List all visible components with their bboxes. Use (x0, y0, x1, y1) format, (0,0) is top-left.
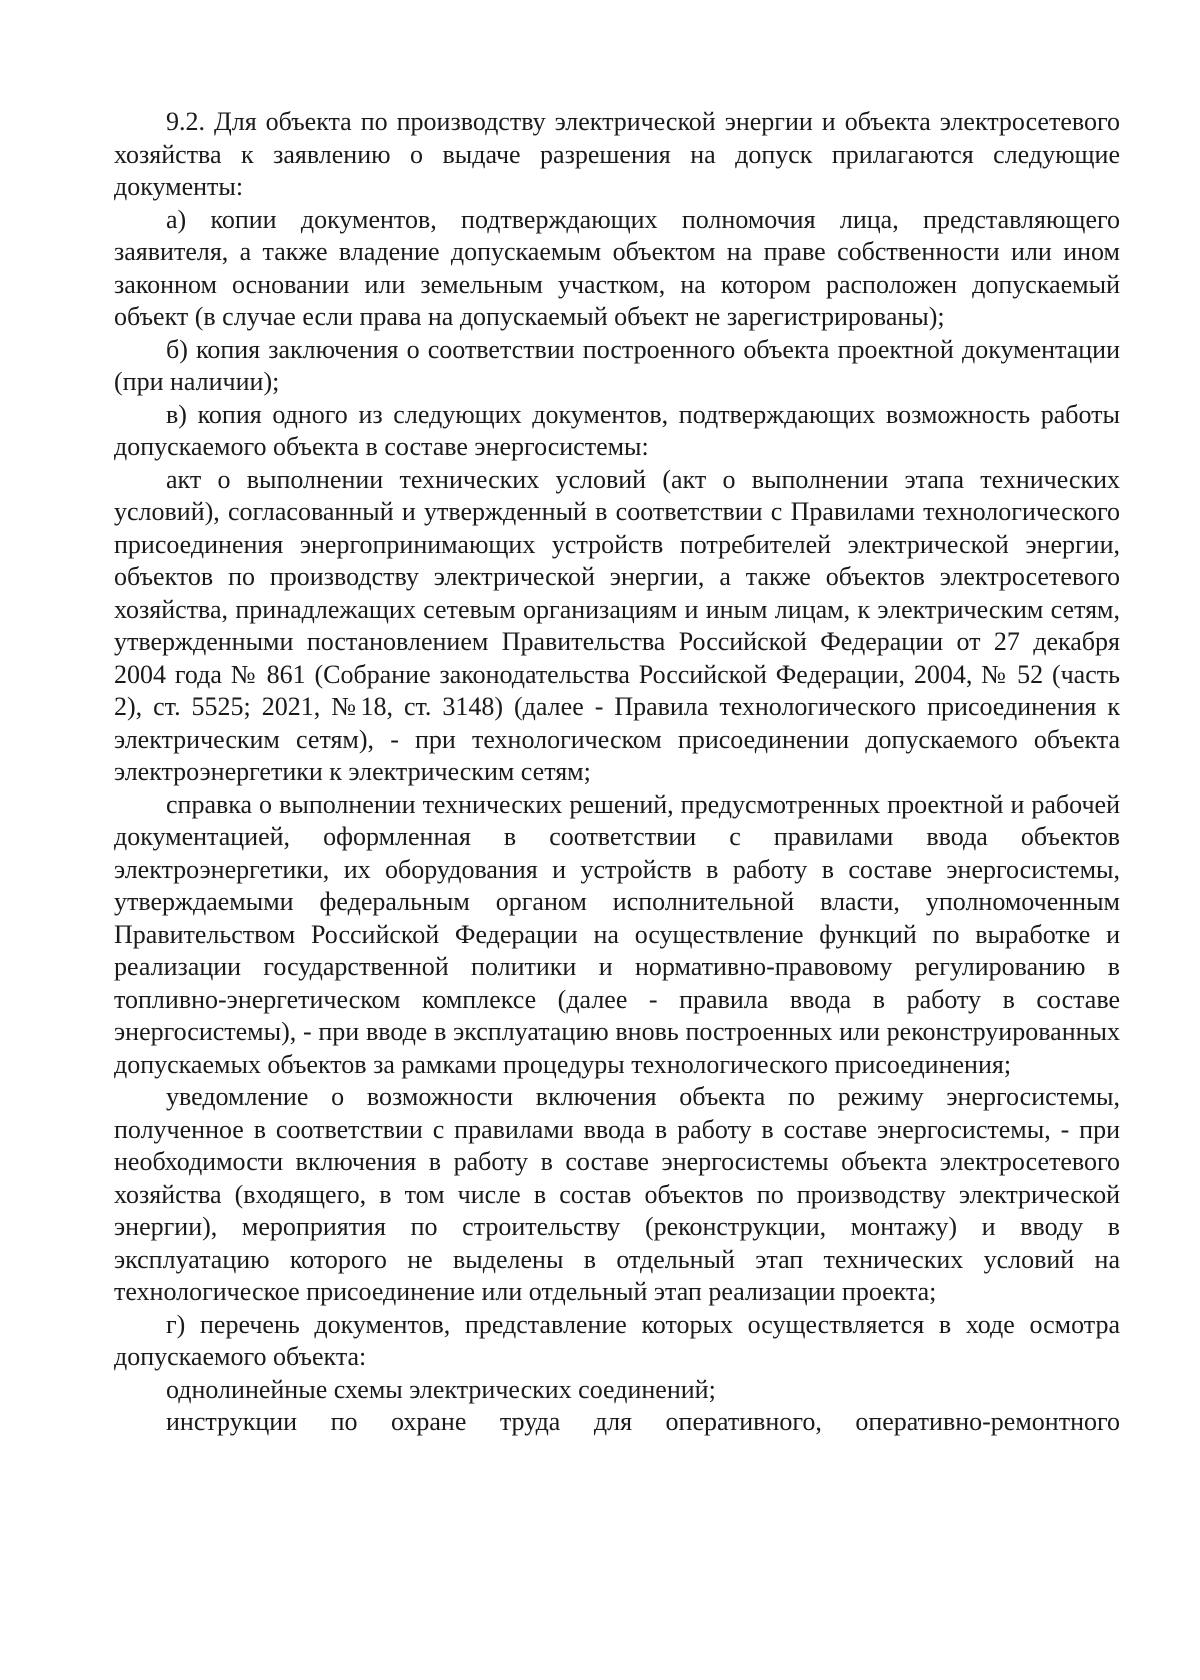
paragraph-9-2: 9.2. Для объекта по производству электрической энергии и объекта электросетевого хозяйства к заявлению о выдаче разрешения на допуск прилагаются следующие документы: (114, 107, 1120, 201)
document-body (114, 106, 1120, 1439)
paragraph-item-b: б) копия заключения о соответствии построенного объекта проектной документации (при наличии); (114, 334, 1120, 396)
paragraph-single-line-diagrams: однолинейные схемы электрических соединений; (166, 1374, 716, 1404)
paragraph-technical-solutions-certificate: справка о выполнении технических решений, предусмотренных проектной и рабочей документацией, оформленная в соответствии с правилами ввода объектов электроэнергетики, их оборудования и устройств в работу в составе энергосистемы, утверждаемыми федеральным органом исполнительной власти, уполномоченным Правительством Российской Федерации на осуществление функций по выработке и реализации государственной политики и нормативно-правовому регулированию в топливно-энергетическом комплексе (далее - правила ввода в работу в составе энергосистемы), - при вводе в эксплуатацию вновь построенных или реконструированных допускаемых объектов за рамками процедуры технологического присоединения; (114, 789, 1120, 1079)
paragraph-notification: уведомление о возможности включения объекта по режиму энергосистемы, полученное в соответствии с правилами ввода в работу в составе энергосистемы, - при необходимости включения в работу в составе энергосистемы объекта электросетевого хозяйства (входящего, в том числе в состав объектов по производству электрической энергии), мероприятия по строительству (реконструкции, монтажу) и вводу в эксплуатацию которого не выделены в отдельный этап технических условий на технологическое присоединение или отдельный этап реализации проекта; (114, 1082, 1120, 1306)
paragraph-item-g: г) перечень документов, представление которых осуществляется в ходе осмотра допускаемого объекта: (114, 1309, 1120, 1371)
paragraph-item-v: в) копия одного из следующих документов, подтверждающих возможность работы допускаемого объекта в составе энергосистемы: (114, 399, 1120, 461)
paragraph-act-technical-conditions: акт о выполнении технических условий (акт о выполнении этапа технических условий), согласованный и утвержденный в соответствии с Правилами технологического присоединения энергопринимающих устройств потребителей электрической энергии, объектов по производству электрической энергии, а также объектов электросетевого хозяйства, принадлежащих сетевым организациям и иным лицам, к электрическим сетям, утвержденными постановлением Правительства Российской Федерации от 27 декабря 2004 года № 861 (Собрание законодательства Российской Федерации, 2004, № 52 (часть 2), ст. 5525; 2021, №18, ст. 3148) (далее - Правила технологического присоединения к электрическим сетям), - при технологическом присоединении допускаемого объекта электроэнергетики к электрическим сетям; (114, 464, 1120, 786)
paragraph-labor-safety-instructions: инструкции по охране труда для оперативного, оперативно-ремонтного (166, 1407, 1120, 1436)
paragraph-item-a: а) копии документов, подтверждающих полномочия лица, представляющего заявителя, а также владение допускаемым объектом на праве собственности или ином законном основании или земельным участком, на котором расположен допускаемый объект (в случае если права на допускаемый объект не зарегистрированы); (114, 204, 1120, 331)
